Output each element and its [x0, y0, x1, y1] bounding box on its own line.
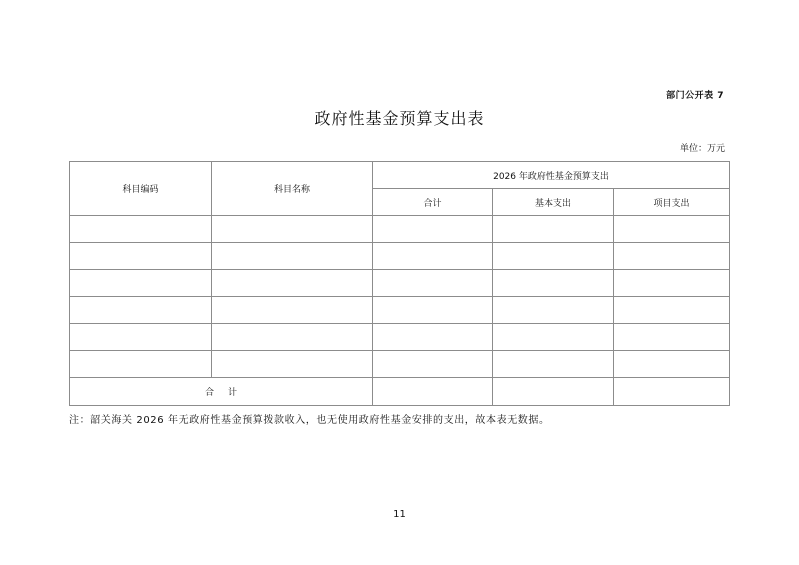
table-row	[70, 297, 730, 324]
table-cell	[212, 243, 373, 270]
table-cell	[212, 216, 373, 243]
form-id: 部门公开表 7	[666, 91, 724, 101]
table-cell	[70, 270, 212, 297]
table-cell	[493, 297, 614, 324]
table-cell	[493, 216, 614, 243]
table-row	[70, 324, 730, 351]
page-title: 政府性基金预算支出表	[314, 109, 485, 128]
table-row	[70, 216, 730, 243]
total-cell	[373, 378, 493, 406]
header-subject-code: 科目编码	[70, 162, 212, 216]
table-cell	[614, 270, 730, 297]
total-cell	[493, 378, 614, 406]
total-label: 合计	[70, 378, 373, 406]
header-total: 合计	[373, 189, 493, 216]
table-cell	[212, 297, 373, 324]
table-cell	[70, 216, 212, 243]
total-cell	[614, 378, 730, 406]
table-cell	[373, 297, 493, 324]
table-cell	[614, 297, 730, 324]
table-cell	[493, 270, 614, 297]
table-row	[70, 270, 730, 297]
table-cell	[493, 351, 614, 378]
unit-label: 单位：万元	[679, 144, 725, 154]
page-number: 11	[393, 509, 406, 520]
table-cell	[493, 324, 614, 351]
header-subject-name: 科目名称	[212, 162, 373, 216]
table-cell	[373, 351, 493, 378]
table-row	[70, 243, 730, 270]
total-row	[70, 378, 730, 406]
table-cell	[373, 243, 493, 270]
header-basic-expenditure: 基本支出	[493, 189, 614, 216]
header-fund-group: 2026 年政府性基金预算支出	[373, 162, 730, 189]
table-cell	[70, 297, 212, 324]
table-cell	[212, 351, 373, 378]
table-cell	[70, 243, 212, 270]
table-cell	[614, 351, 730, 378]
table-cell	[614, 324, 730, 351]
table-cell	[212, 270, 373, 297]
budget-table	[69, 161, 730, 406]
table-cell	[373, 324, 493, 351]
table-cell	[614, 243, 730, 270]
table-cell	[493, 243, 614, 270]
table-cell	[373, 270, 493, 297]
table-row	[70, 351, 730, 378]
table-cell	[70, 324, 212, 351]
table-cell	[614, 216, 730, 243]
table-cell	[70, 351, 212, 378]
table-cell	[373, 216, 493, 243]
table-cell	[212, 324, 373, 351]
footnote: 注：韶关海关 2026 年无政府性基金预算拨款收入，也无使用政府性基金安排的支出，故本表无数据。	[69, 415, 550, 426]
header-project-expenditure: 项目支出	[614, 189, 730, 216]
